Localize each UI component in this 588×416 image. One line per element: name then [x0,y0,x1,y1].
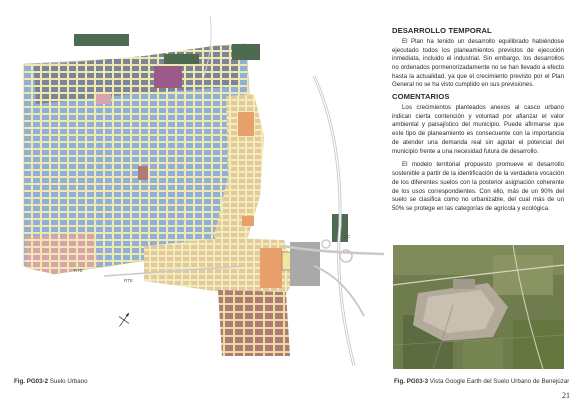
paragraph: Los crecimientos planteados anexos al casco urbano indican cierta contención y voluntad por afianzar el valor ambiental y paisajístico del municipio. Puede afirmarse que este tipo de planeamiento es consecuente con la importancia de atender una demanda real sin agotar el potencial del municipio frente a una necesidad futura de desarrollo. [392,103,564,155]
paragraph: El modelo territorial propuesto promueve el desarrollo sostenible a partir de la identificación de la verdadera vocación de los diferentes suelos con la posterior asignación coherente de los usos correspondientes. Con ello, más de un 90% del suelo se clasifica como no urbanizable, del cual más de un 50% se protege en las categorías de agrícola y ecológica. [392,161,564,213]
figure-caption-left [14,378,88,385]
purple-zone [154,66,182,88]
figure-caption-text: Suelo Urbano [49,378,88,385]
pink-zone [138,166,148,180]
roundabout [322,240,330,248]
north-arrow-icon [114,309,134,330]
figure-caption-text: Vista Google Earth del Suelo Urbano de Benejúzar [429,378,570,385]
green-zone [74,34,129,46]
aerial-photo-drawing [393,245,564,369]
figure-caption-right [394,378,569,385]
orange-zone [238,112,254,136]
text-column [392,26,564,219]
green-zone [164,54,199,64]
page-number: 21 [562,391,570,400]
outer-east-block [260,248,282,288]
urban-land-map [14,16,384,366]
road-label: RTE [124,278,133,283]
section-heading: COMENTARIOS [392,92,450,102]
brown-expansion [218,290,290,356]
road-label: RTE [74,268,83,273]
aerial-photo [393,245,564,369]
section-heading: DESARROLLO TEMPORAL [392,26,492,35]
paragraph: El Plan ha tenido un desarrollo equilibrado habiéndose ejecutado todos los planeamientos previstos de ejecución inmediata, incluido el industrial. Sin embargo, los desarrollos no ordenados pormenorizadamente no se han llevado a efecto hasta la actualidad, ya que el crecimiento previsto por el Plan General no se ha visto cumplido en sus previsiones. [392,37,564,89]
pink-zone [96,94,111,104]
map-drawing [14,16,384,366]
figure-number: Fig. PG03-3 [394,378,429,385]
road-label: EC [344,234,351,239]
orange-zone [242,216,254,226]
green-zone [232,44,260,60]
figure-number: Fig. PG03-2 [14,378,49,385]
